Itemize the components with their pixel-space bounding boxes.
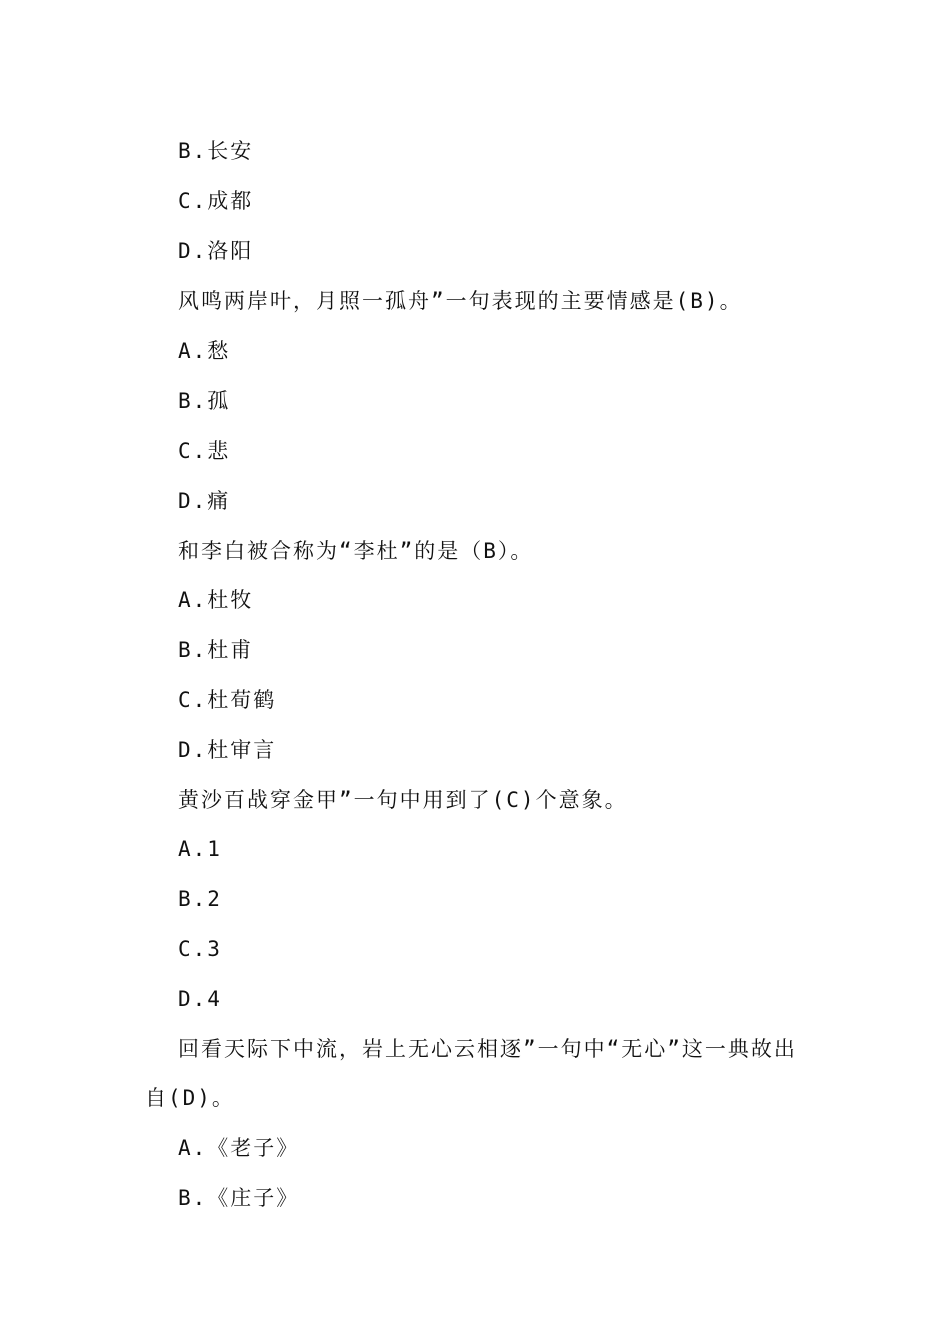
option-a-line: A.杜牧	[178, 588, 254, 612]
option-b-line: B.长安	[178, 139, 254, 163]
question-text: 回看天际下中流，岩上无心云相逐”一句中“无心”这一典故出	[178, 1037, 797, 1061]
question-text-continued: 自(D)。	[145, 1086, 235, 1110]
option-d-line: D.痛	[178, 489, 231, 513]
option-b-line: B.《庄子》	[178, 1186, 300, 1210]
option-c-line: C.成都	[178, 189, 254, 213]
question-text: 黄沙百战穿金甲”一句中用到了(C)个意象。	[178, 788, 628, 812]
option-c-line: C.杜荀鹤	[178, 688, 277, 712]
option-b-line: B.杜甫	[178, 638, 254, 662]
option-b-line: B.孤	[178, 389, 231, 413]
option-c-line: C.悲	[178, 439, 231, 463]
option-d-line: D.洛阳	[178, 239, 254, 263]
option-d-line: D.4	[178, 987, 222, 1011]
option-a-line: A.《老子》	[178, 1136, 300, 1160]
option-b-line: B.2	[178, 887, 222, 911]
option-d-line: D.杜审言	[178, 738, 277, 762]
option-a-line: A.1	[178, 837, 222, 861]
option-a-line: A.愁	[178, 339, 231, 363]
option-c-line: C.3	[178, 937, 222, 961]
question-text: 风鸣两岸叶，月照一孤舟”一句表现的主要情感是(B)。	[178, 289, 743, 313]
question-text: 和李白被合称为“李杜”的是（B）。	[178, 539, 534, 563]
